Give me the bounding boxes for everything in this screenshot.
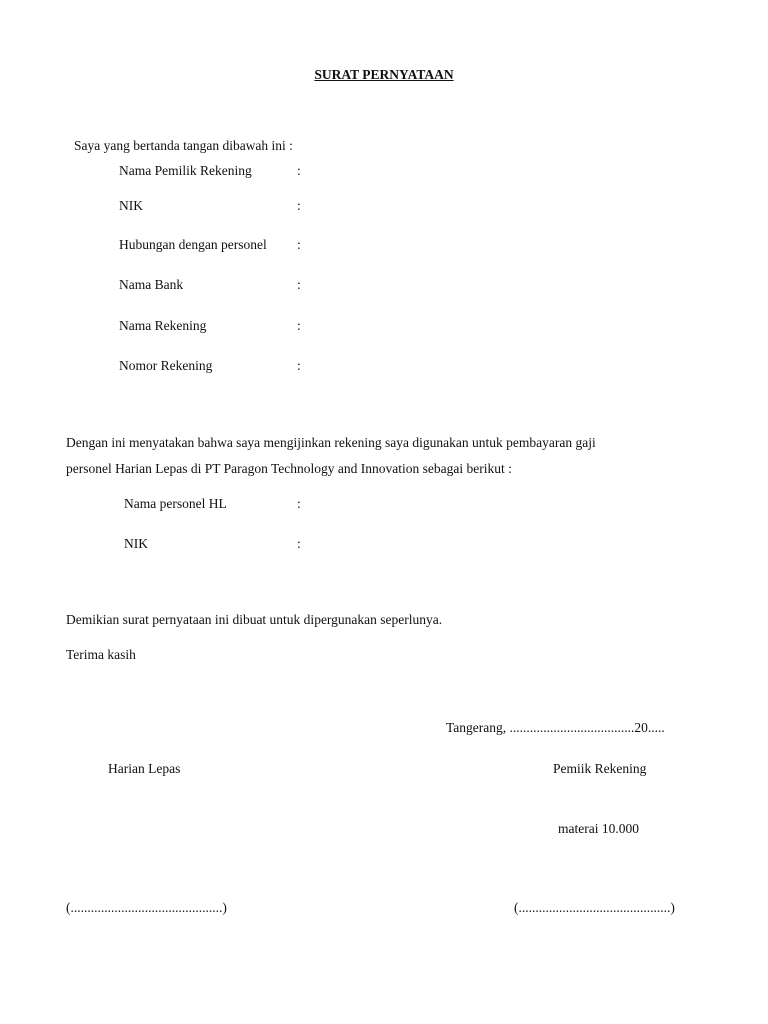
field-label-personnel-name: Nama personel HL: [124, 496, 227, 511]
signature-blank-right: (.............................................): [514, 900, 675, 915]
field-colon: :: [297, 358, 301, 373]
field-label-account-name: Nama Rekening: [119, 318, 207, 333]
signatory-left-role: Harian Lepas: [108, 761, 181, 776]
field-colon: :: [297, 277, 301, 292]
field-colon: :: [297, 318, 301, 333]
statement-line-1: Dengan ini menyatakan bahwa saya mengijinkan rekening saya digunakan untuk pembayaran gaji: [66, 435, 596, 450]
field-label-account-owner-name: Nama Pemilik Rekening: [119, 163, 252, 178]
field-label-bank-name: Nama Bank: [119, 277, 184, 292]
field-label-relationship: Hubungan dengan personel: [119, 237, 267, 252]
intro-text: Saya yang bertanda tangan dibawah ini :: [74, 138, 293, 153]
signature-blank-left: (.............................................): [66, 900, 227, 915]
field-colon: :: [297, 163, 301, 178]
field-colon: :: [297, 496, 301, 511]
field-label-account-number: Nomor Rekening: [119, 358, 213, 373]
thanks-text: Terima kasih: [66, 647, 136, 662]
stamp-note: materai 10.000: [558, 821, 639, 836]
statement-line-2: personel Harian Lepas di PT Paragon Technology and Innovation sebagai berikut :: [66, 461, 512, 476]
field-label-personnel-nik: NIK: [124, 536, 148, 551]
signatory-right-role: Pemiik Rekening: [553, 761, 647, 776]
closing-text: Demikian surat pernyataan ini dibuat untuk dipergunakan seperlunya.: [66, 612, 443, 627]
field-label-nik: NIK: [119, 198, 143, 213]
field-colon: :: [297, 237, 301, 252]
field-colon: :: [297, 198, 301, 213]
document-title: SURAT PERNYATAAN: [314, 67, 454, 82]
place-date: Tangerang, .....................................20.....: [446, 720, 665, 735]
field-colon: :: [297, 536, 301, 551]
